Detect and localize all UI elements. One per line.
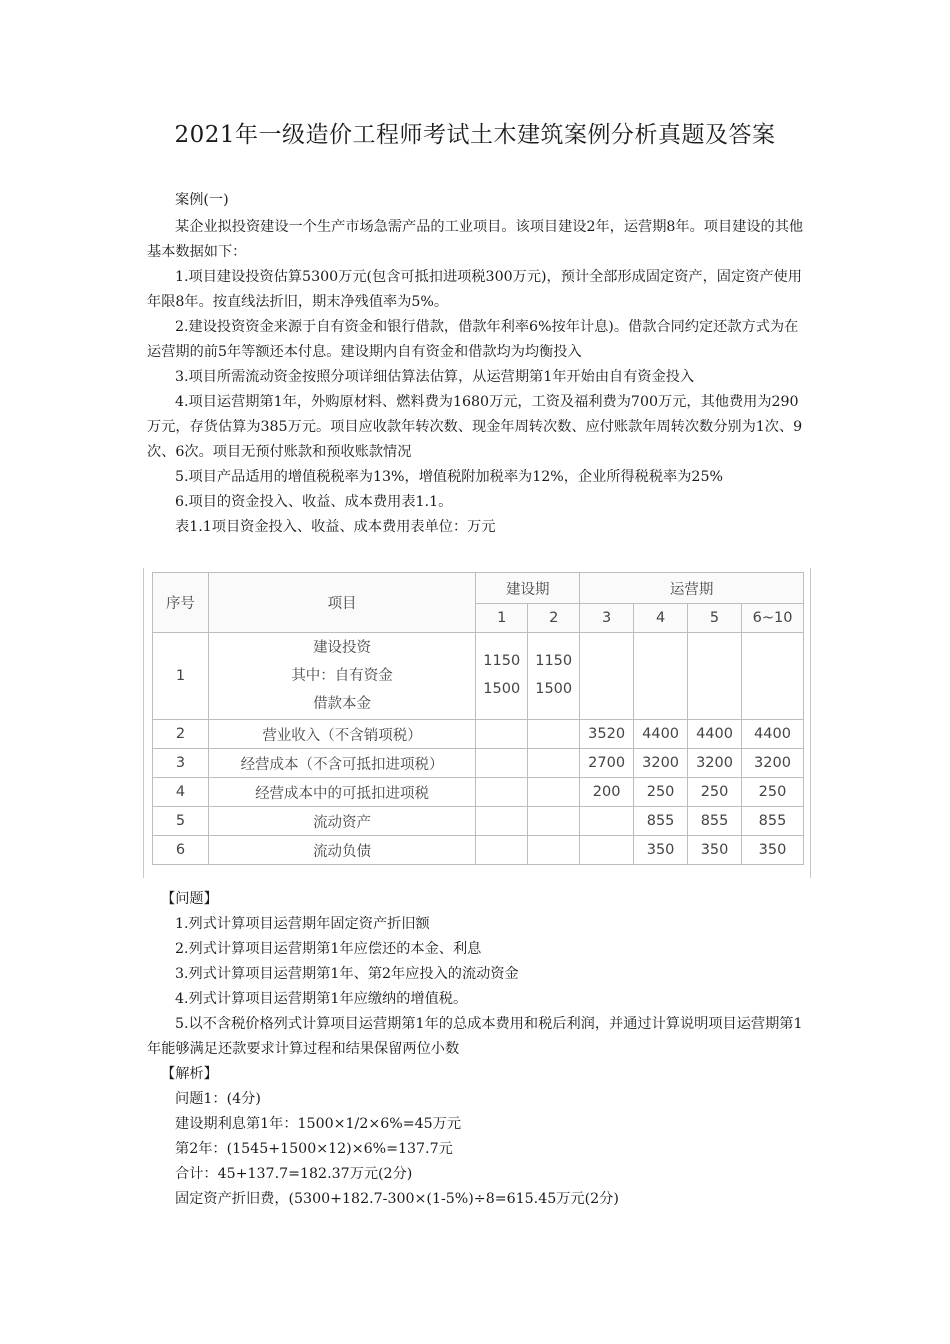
document-title: 2021年一级造价工程师考试土木建筑案例分析真题及答案 — [174, 122, 776, 148]
row-no: 2 — [153, 720, 209, 749]
item-5: 5.项目产品适用的增值税税率为13%，增值税附加税率为12%，企业所得税税率为25% — [175, 469, 723, 485]
row-label: 其中：自有资金 — [291, 668, 393, 684]
analysis-line-3: 第2年：(1545+1500×12)×6%=137.7元 — [175, 1141, 453, 1157]
item-6: 6.项目的资金投入、收益、成本费用表1.1。 — [175, 494, 453, 510]
cell-value — [528, 778, 580, 807]
header-build-period: 建设期 — [476, 573, 580, 604]
cell-value — [476, 807, 528, 836]
cell-value — [580, 836, 634, 865]
cell-group — [476, 633, 528, 720]
cell-value: 855 — [634, 807, 688, 836]
row-no: 6 — [153, 836, 209, 865]
item-4: 4.项目运营期第1年，外购原材料、燃料费为1680万元，工资及福利费为700万元，其他费用为290万元，存货估算为385万元。项目应收款年转次数、现金年周转次数、应付账款年周转次数分别为1次、9次、6次。项目无预付账款和预收账款情况 — [147, 394, 803, 460]
row-no: 3 — [153, 749, 209, 778]
cell-value: 3520 — [580, 720, 634, 749]
cell-value — [528, 720, 580, 749]
table-row — [153, 807, 804, 836]
cell-value: 3200 — [742, 749, 804, 778]
cell-value: 350 — [742, 836, 804, 865]
table-caption: 表1.1项目资金投入、收益、成本费用表单位：万元 — [175, 519, 496, 535]
header-no: 序号 — [153, 573, 209, 633]
row-label: 建设投资 — [313, 640, 372, 656]
row-no: 4 — [153, 778, 209, 807]
question-3: 3.列式计算项目运营期第1年、第2年应投入的流动资金 — [175, 966, 519, 982]
cell-value: 855 — [688, 807, 742, 836]
question-4: 4.列式计算项目运营期第1年应缴纳的增值税。 — [175, 991, 468, 1007]
cell-value: 350 — [634, 836, 688, 865]
cell-value: 4400 — [634, 720, 688, 749]
cell-value — [476, 836, 528, 865]
year-header: 1 — [476, 604, 528, 633]
cell-value: 3200 — [634, 749, 688, 778]
row-label: 借款本金 — [313, 696, 372, 712]
cell-value: 350 — [688, 836, 742, 865]
year-header: 2 — [528, 604, 580, 633]
table-row — [153, 836, 804, 865]
cell-value: 1150 — [535, 653, 573, 669]
data-table — [152, 572, 804, 865]
question-1: 1.列式计算项目运营期年固定资产折旧额 — [175, 916, 430, 932]
row-label-group — [208, 633, 475, 720]
cell-group — [528, 633, 580, 720]
year-header: 3 — [580, 604, 634, 633]
analysis-line-5: 固定资产折旧费，(5300+182.7-300×(1-5%)÷8=615.45万元(2分) — [175, 1191, 619, 1207]
cell-value: 250 — [634, 778, 688, 807]
analysis-line-4: 合计：45+137.7=182.37万元(2分) — [175, 1166, 413, 1182]
cell-value: 1500 — [483, 681, 521, 697]
cell-value: 855 — [742, 807, 804, 836]
cell-value: 250 — [742, 778, 804, 807]
analysis-heading: 【解析】 — [161, 1066, 218, 1082]
year-header: 5 — [688, 604, 742, 633]
table-row — [153, 749, 804, 778]
item-3: 3.项目所需流动资金按照分项详细估算法估算，从运营期第1年开始由自有资金投入 — [175, 369, 695, 385]
cell-value — [528, 836, 580, 865]
row-label: 经营成本中的可抵扣进项税 — [208, 778, 475, 807]
cell-value — [476, 778, 528, 807]
table-image — [143, 568, 811, 878]
table-row — [153, 633, 804, 720]
analysis-line-1: 问题1：(4分) — [175, 1091, 261, 1107]
cell-value: 3200 — [688, 749, 742, 778]
year-header: 6~10 — [742, 604, 804, 633]
row-no: 5 — [153, 807, 209, 836]
row-label: 流动负债 — [208, 836, 475, 865]
cell-value: 4400 — [688, 720, 742, 749]
case-heading: 案例(一) — [175, 192, 229, 208]
cell-value — [476, 749, 528, 778]
header-item: 项目 — [208, 573, 475, 633]
cell-value — [580, 807, 634, 836]
header-operation-period: 运营期 — [580, 573, 804, 604]
table-row — [153, 778, 804, 807]
table-row — [153, 720, 804, 749]
cell-value — [528, 807, 580, 836]
cell-value: 2700 — [580, 749, 634, 778]
cell-value: 200 — [580, 778, 634, 807]
cell-value — [476, 720, 528, 749]
item-1: 1.项目建设投资估算5300万元(包含可抵扣进项税300万元)，预计全部形成固定资产，固定资产使用年限8年。按直线法折旧，期末净残值率为5%。 — [147, 269, 802, 310]
item-2: 2.建设投资资金来源于自有资金和银行借款，借款年利率6%按年计息)。借款合同约定还款方式为在运营期的前5年等额还本付息。建设期内自有资金和借款均为均衡投入 — [147, 319, 799, 360]
row-label: 经营成本（不含可抵扣进项税） — [208, 749, 475, 778]
questions-heading: 【问题】 — [161, 891, 218, 907]
cell-value — [528, 749, 580, 778]
analysis-line-2: 建设期利息第1年：1500×1/2×6%=45万元 — [175, 1116, 462, 1132]
row-label: 流动资产 — [208, 807, 475, 836]
intro-paragraph: 某企业拟投资建设一个生产市场急需产品的工业项目。该项目建设2年，运营期8年。项目建设的其他基本数据如下： — [147, 219, 804, 260]
row-no: 1 — [153, 633, 209, 720]
cell-value: 250 — [688, 778, 742, 807]
cell-value: 1150 — [483, 653, 521, 669]
cell-value: 1500 — [535, 681, 573, 697]
row-label: 营业收入（不含销项税） — [208, 720, 475, 749]
year-header: 4 — [634, 604, 688, 633]
question-5: 5.以不含税价格列式计算项目运营期第1年的总成本费用和税后利润，并通过计算说明项目运营期第1年能够满足还款要求计算过程和结果保留两位小数 — [147, 1016, 803, 1057]
question-2: 2.列式计算项目运营期第1年应偿还的本金、利息 — [175, 941, 482, 957]
cell-value: 4400 — [742, 720, 804, 749]
